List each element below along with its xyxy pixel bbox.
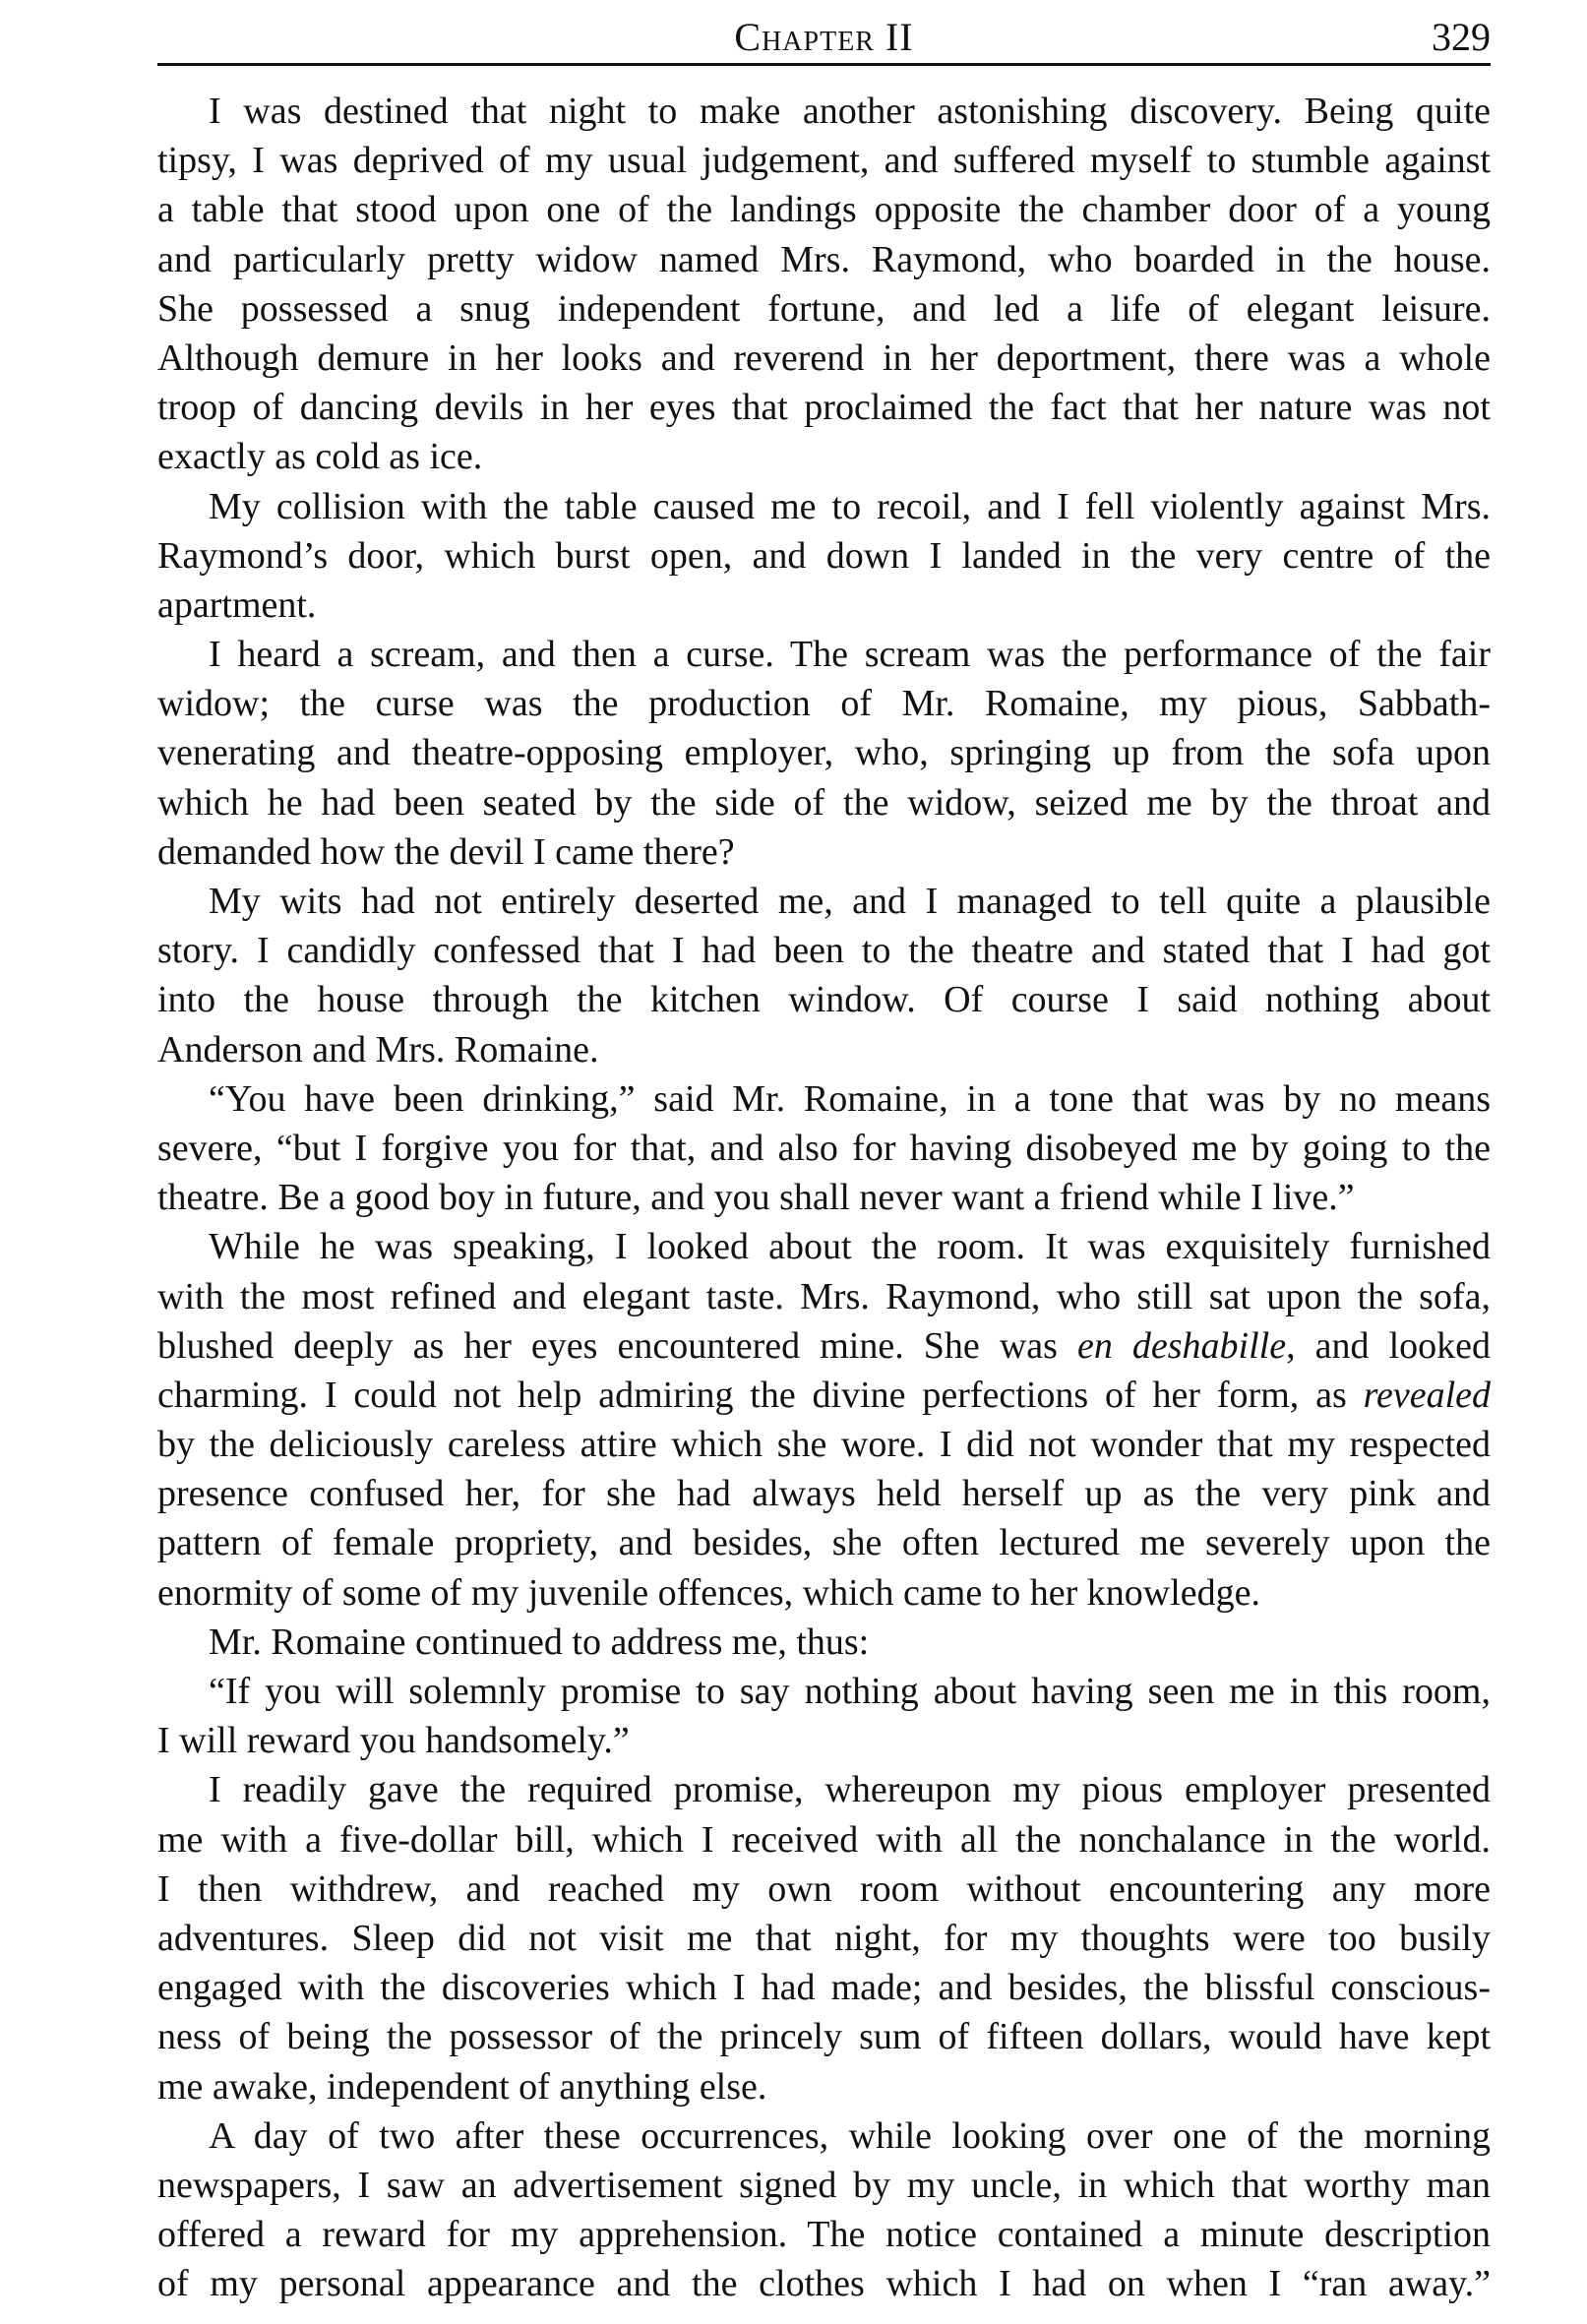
text-line: enormity of some of my juvenile offences, which came to her knowledge. [157,1571,1261,1614]
text-line: Anderson and Mrs. Romaine. [157,1028,599,1070]
text-line [157,1321,1491,1371]
text-line: exactly as cold as ice. [157,436,483,478]
text-line: troop of dancing devils in her eyes that proclaimed the fact that her nature was not [157,387,1491,429]
body-text [157,87,1491,2308]
text-line [157,1371,1491,1420]
running-head [157,0,1491,63]
text-line: Raymond’s door, which burst open, and down I landed in the very centre of the [157,534,1491,577]
header-rule [157,63,1491,66]
text-segment: charming. I could not help admiring the divine perfections of her form, as [157,1374,1364,1416]
text-line: with the most refined and elegant taste. Mrs. Raymond, who still sat upon the sofa, [157,1275,1491,1317]
text-segment: blushed deeply as her eyes encountered mine. She was [157,1324,1077,1367]
text-line: pattern of female propriety, and besides, she often lectured me severely upon the [157,1522,1491,1564]
text-line: I was destined that night to make another astonishing discovery. Being quite [209,91,1491,132]
text-line: adventures. Sleep did not visit me that night, for my thoughts were too busily [157,1917,1491,1959]
italic-phrase: en deshabille [1076,1324,1287,1367]
text-line: I will reward you handsomely.” [157,1720,630,1762]
text-line: severe, “but I forgive you for that, and also for having disobeyed me by going to the [157,1127,1491,1169]
text-line: newspapers, I saw an advertisement signed by my uncle, in which that worthy man [157,2164,1491,2206]
text-line: presence confused her, for she had always held herself up as the very pink and [157,1473,1491,1515]
text-line: which he had been seated by the side of the widow, seized me by the throat and [157,781,1491,824]
text-line: While he was speaking, I looked about the room. It was exquisitely furnished [209,1226,1491,1268]
text-line: theatre. Be a good boy in future, and you shall never want a friend while I live.” [157,1177,1355,1219]
text-line: by the deliciously careless attire which she wore. I did not wonder that my respected [157,1424,1491,1466]
text-line: I then withdrew, and reached my own room without encountering any more [157,1867,1491,1910]
text-line: story. I candidly confessed that I had been to the theatre and stated that I had got [157,930,1491,972]
text-line: of my personal appearance and the clothes which I had on when I “ran away.” [157,2263,1491,2305]
text-line: Mr. Romaine continued to address me, thus: [209,1621,870,1663]
text-line: Although demure in her looks and reverend in her deportment, there was a whole [157,336,1491,379]
text-segment: , and looked [1286,1324,1491,1367]
book-page [157,0,1491,2305]
text-line: “If you will solemnly promise to say nothing about having seen me in this room, [209,1671,1491,1712]
text-line: a table that stood upon one of the landings opposite the chamber door of a young [157,189,1491,231]
text-line: She possessed a snug independent fortune, and led a life of elegant leisure. [157,287,1491,330]
page-number: 329 [1432,15,1491,59]
text-line: tipsy, I was deprived of my usual judgement, and suffered myself to stumble against [157,140,1491,182]
text-line: My collision with the table caused me to recoil, and I fell violently against Mrs. [209,485,1491,527]
chapter-title: Chapter II [734,15,914,59]
text-line: apartment. [157,583,317,626]
text-line: widow; the curse was the production of Mr. Romaine, my pious, Sabbath- [157,683,1491,725]
text-line: and particularly pretty widow named Mrs. Raymond, who boarded in the house. [157,238,1491,280]
text-line: I readily gave the required promise, whereupon my pious employer presented [209,1769,1491,1811]
text-line: A day of two after these occurrences, while looking over one of the morning [209,2114,1491,2157]
italic-phrase: revealed [1363,1374,1491,1416]
text-line: into the house through the kitchen window. Of course I said nothing about [157,979,1491,1021]
text-line: My wits had not entirely deserted me, and I managed to tell quite a plausible [209,881,1491,922]
text-line: ness of being the possessor of the princely sum of fifteen dollars, would have kept [157,2016,1491,2058]
text-line: venerating and theatre-opposing employer, who, springing up from the sofa upon [157,732,1491,774]
text-line: offered a reward for my apprehension. The notice contained a minute description [157,2214,1491,2256]
text-line: me with a five-dollar bill, which I received with all the nonchalance in the world. [157,1818,1491,1861]
text-line: engaged with the discoveries which I had made; and besides, the blissful conscious- [157,1967,1491,2009]
text-line: “You have been drinking,” said Mr. Romaine, in a tone that was by no means [209,1077,1491,1120]
text-line: me awake, independent of anything else. [157,2065,767,2108]
text-line: I heard a scream, and then a curse. The scream was the performance of the fair [209,634,1491,676]
text-line: demanded how the devil I came there? [157,830,735,873]
